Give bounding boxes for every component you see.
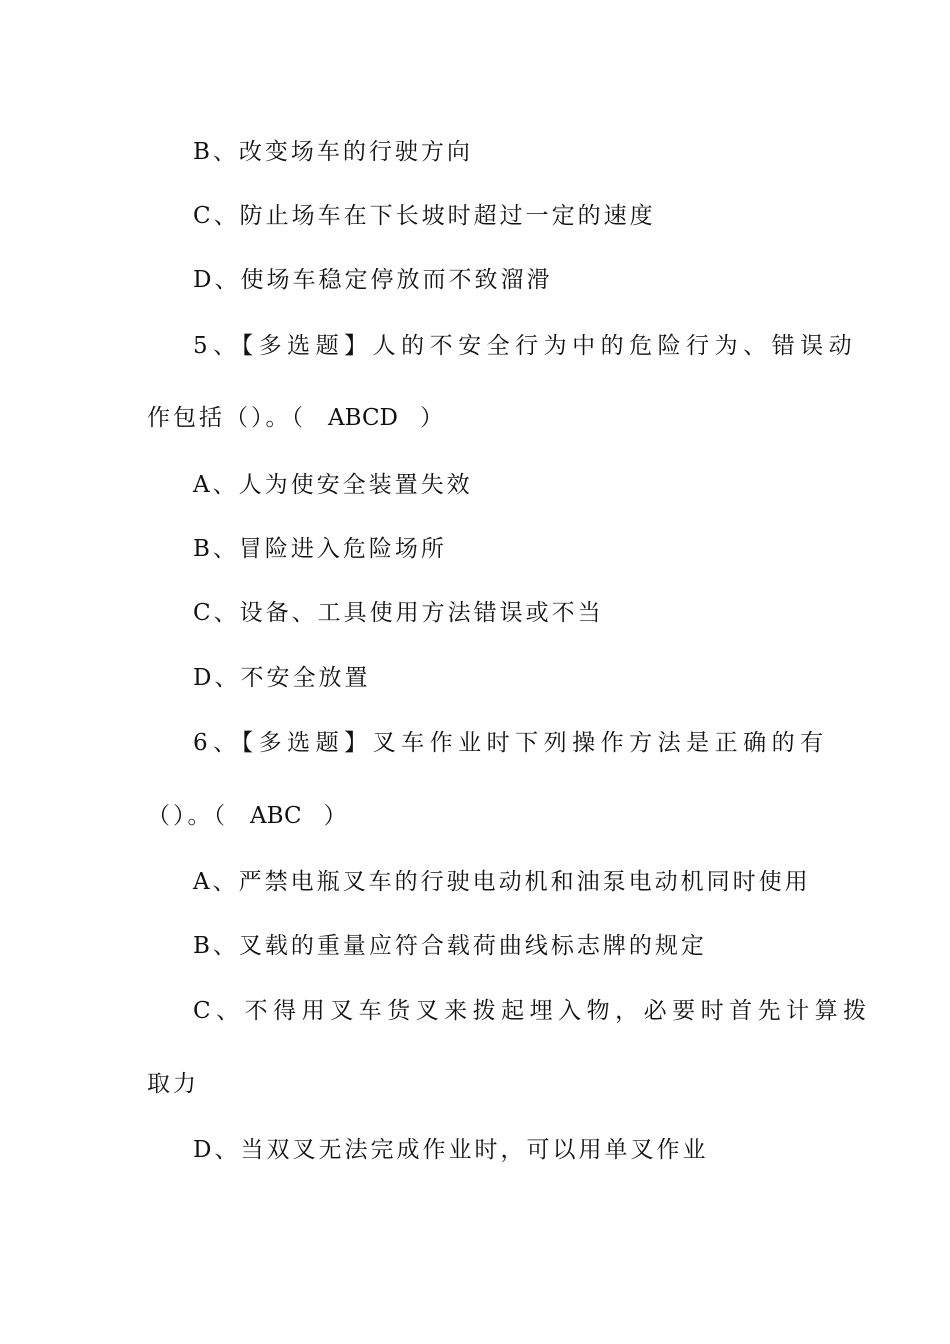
q5-option-a: A、人为使安全装置失效	[193, 472, 473, 498]
q5-answer: ABCD	[328, 405, 398, 431]
q6-stem: 6、【多选题】叉车作业时下列操作方法是正确的有	[193, 730, 829, 756]
q6-option-b: B、叉载的重量应符合载荷曲线标志牌的规定	[193, 933, 707, 959]
q4-option-d: D、使场车稳定停放而不致溜滑	[193, 267, 553, 293]
q5-stem-continued	[0, 398, 950, 438]
q5-stem-tail: 作包括（）。（	[147, 405, 306, 431]
q6-option-c-continued: 取力	[147, 1071, 199, 1097]
q5-option-b: B、冒险进入危险场所	[193, 536, 447, 562]
q6-option-c: C、不得用叉车货叉来拨起埋入物，必要时首先计算拨	[193, 998, 872, 1024]
q5-stem: 5、【多选题】人的不安全行为中的危险行为、错误动	[193, 333, 858, 359]
q5-closing-paren: ）	[419, 405, 446, 431]
q4-option-c: C、防止场车在下长坡时超过一定的速度	[193, 203, 656, 229]
q6-option-d: D、当双叉无法完成作业时，可以用单叉作业	[193, 1137, 709, 1163]
q6-option-a: A、严禁电瓶叉车的行驶电动机和油泵电动机同时使用	[193, 869, 811, 895]
q5-option-c: C、设备、工具使用方法错误或不当	[193, 600, 604, 626]
q6-stem-continued	[0, 796, 950, 836]
q6-stem-tail: （）。（	[147, 803, 228, 829]
q4-option-b: B、改变场车的行驶方向	[193, 139, 473, 165]
q5-option-d: D、不安全放置	[193, 665, 371, 691]
q6-answer: ABC	[250, 803, 302, 829]
q6-closing-paren: ）	[323, 803, 350, 829]
